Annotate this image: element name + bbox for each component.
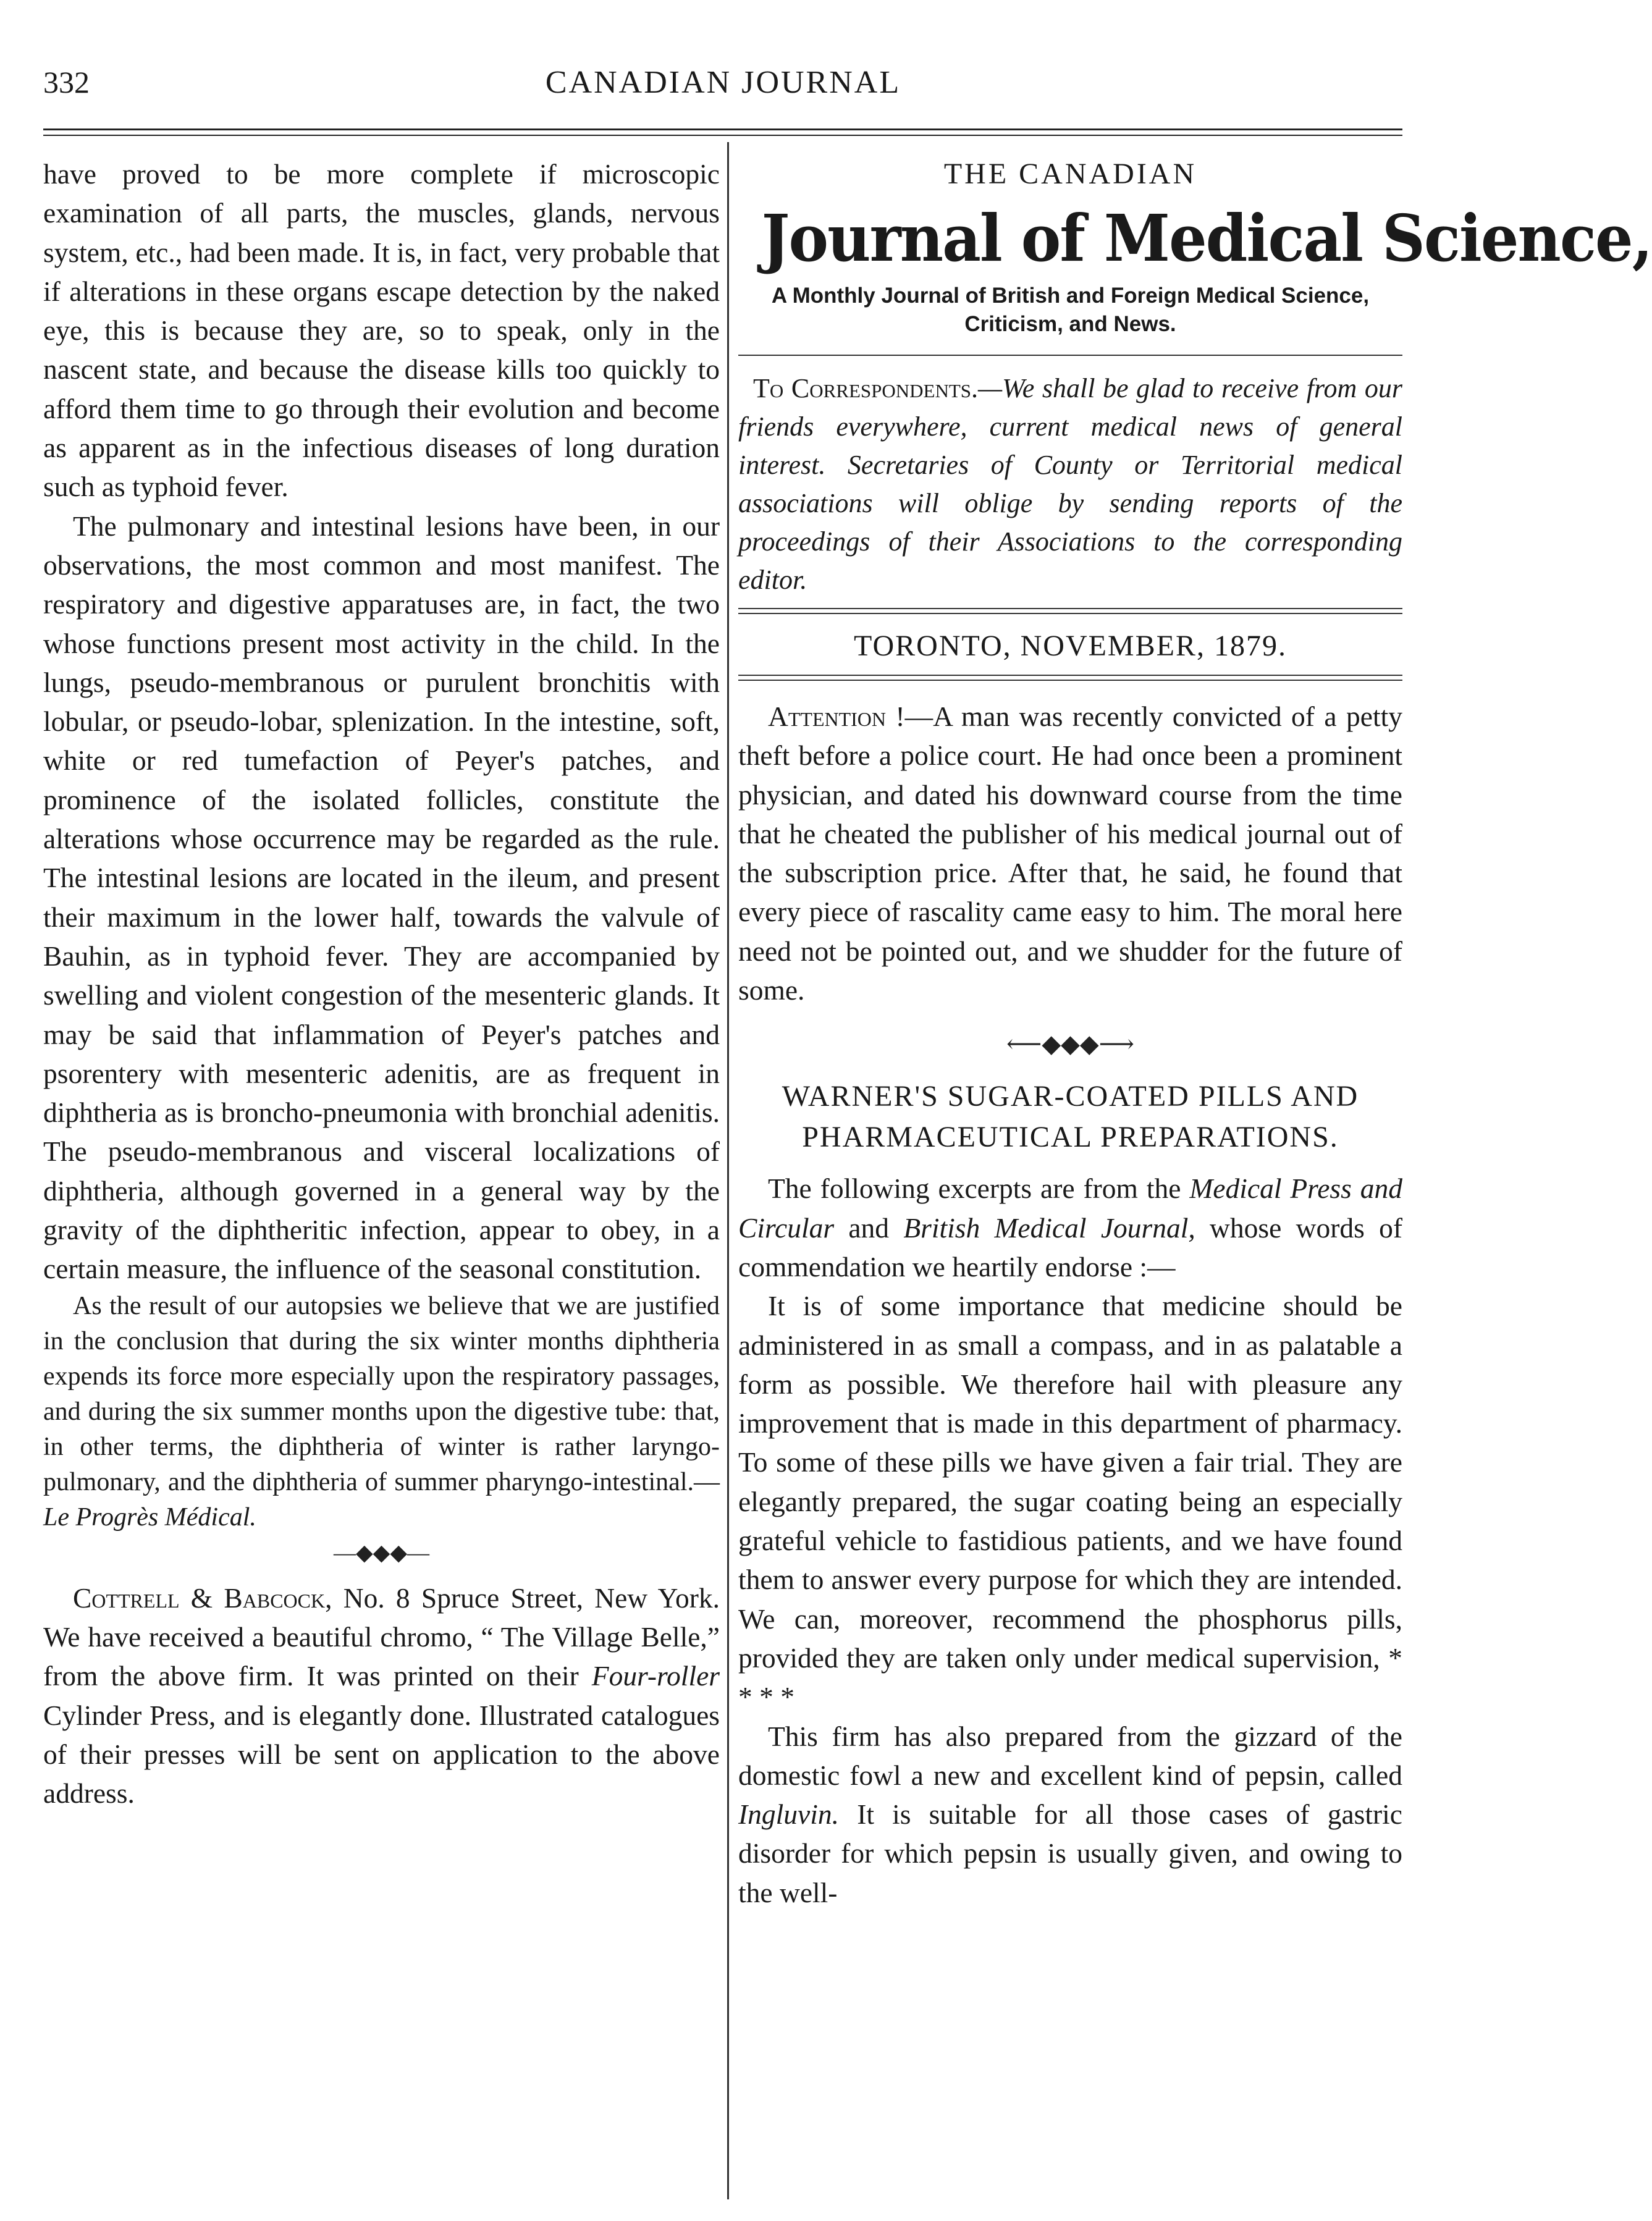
dateline-rule-bottom xyxy=(738,675,1402,681)
warner-paragraph: It is of some importance that medicine should be administered in as small a compass, and in as palatable a form as possible. We therefore hail with pleasure any improvement that is made in this department of pharmacy. To some of these pills we have given a fair trial. They are elegantly prepared, the sugar coating being an especially grateful vehicle to fastidious patients, and we have found them to answer every purpose for which they are intended. We can, moreover, recommend the phosphorus pills, provided they are taken only under medical supervision, * * * * xyxy=(738,1290,1402,1713)
notice-press-name: Four-roller xyxy=(591,1660,720,1692)
notice-firm-name: Cottrell & Babcock, xyxy=(73,1582,332,1614)
warner-text-end: It is suitable for all those cases of gastric disorder for which pepsin is usually given, and owing to the well- xyxy=(738,1798,1402,1908)
masthead-rule xyxy=(738,355,1402,356)
masthead-title: Journal of Medical Science, xyxy=(761,200,1652,276)
masthead-top: THE CANADIAN xyxy=(943,158,1197,190)
article-paragraph: The pulmonary and intestinal lesions have been, in our observations, the most common and most manifest. The respiratory and digestive apparatuses are, in fact, the two whose functions present most activity in the child. In the lungs, pseudo-membranous or purulent bronchitis with lobular, or pseudo-lobar, splenization. In the intestine, soft, white or red tumefaction of Peyer's patches, and prominence of the isolated follicles, constitute the alterations whose occurrence may be regarded as the rule. The intestinal lesions are located in the ileum, and present their maximum in the lower half, towards the valvule of Bauhin, as in typhoid fever. They are accompanied by swelling and violent congestion of the mesenteric glands. It may be said that inflammation of Peyer's patches and psorentery with mesenteric adenitis, are as frequent in diphtheria as is broncho-pneumonia with bronchial adenitis. The pseudo-membranous and visceral localizations of diphtheria, although governed in a general way by the gravity of the diphtheritic infection, appear to obey, in a certain measure, the influence of the seasonal constitution. xyxy=(43,510,720,1285)
running-head xyxy=(0,64,1446,114)
correspondents-notice xyxy=(738,369,1402,599)
header-rule xyxy=(43,129,1402,130)
dateline-rule-top xyxy=(738,608,1402,614)
article-paragraph: have proved to be more complete if microscopic examination of all parts, the muscles, glands, nervous system, etc., had been made. It is, in fact, very probable that if alterations in these organs escape detection by the naked eye, this is because they are, so to speak, only in the nascent state, and because the disease kills too quickly to afford them time to go through their evolution and become as apparent as in the infectious diseases of long duration such as typhoid fever. xyxy=(43,158,720,503)
notice-text-end: Cylinder Press, and is elegantly done. Illustrated catalogues of their presses will be sent on application to the above address. xyxy=(43,1699,720,1810)
page-number: 332 xyxy=(43,65,90,99)
section-title: WARNER'S SUGAR-COATED PILLS AND PHARMACEUTICAL PREPARATIONS. xyxy=(782,1080,1359,1154)
warner-text: This firm has also prepared from the gizzard of the domestic fowl a new and excellent kind of pepsin, called xyxy=(738,1720,1402,1791)
attention-paragraph xyxy=(738,697,1402,1009)
correspondents-label: To Correspondents. xyxy=(753,373,979,403)
dateline: TORONTO, NOVEMBER, 1879. xyxy=(854,630,1287,662)
source-bmj: British Medical Journal, xyxy=(903,1212,1195,1244)
masthead-subtitle: A Monthly Journal of British and Foreign Medical Science, Criticism, and News. xyxy=(771,284,1370,336)
header-rule-secondary xyxy=(43,135,1402,136)
warner-text: The following excerpts are from the xyxy=(768,1173,1190,1205)
attention-label: Attention ! xyxy=(768,701,905,732)
notice-paragraph xyxy=(43,1578,720,1813)
warner-text-end: whose words of commendation we heartily endorse :— xyxy=(738,1212,1402,1283)
source-medical-press: Medical Press and Circular xyxy=(738,1173,1402,1244)
left-column xyxy=(43,154,720,1813)
warner-text-and: and xyxy=(834,1212,904,1244)
ingluvin-name: Ingluvin. xyxy=(738,1798,840,1831)
divider-ornament: —◆◆◆— xyxy=(333,1540,430,1565)
divider-ornament: ⟵◆◆◆⟶ xyxy=(1006,1030,1134,1058)
right-column xyxy=(738,154,1652,1912)
notice-text: No. 8 Spruce Street, New York. We have received a beautiful chromo, “ The Village Belle,” from the above firm. It was printed on their xyxy=(43,1582,720,1692)
warner-paragraph xyxy=(738,1169,1402,1286)
attention-text: —A man was recently convicted of a petty theft before a police court. He had once been a prominent physician, and dated his downward course from the time that he cheated the publisher of his medical journal out of the subscription price. After that, he said, he found that every piece of rascality came easy to him. The moral here need not be pointed out, and we shudder for the future of some. xyxy=(738,701,1402,1006)
correspondents-text: —We shall be glad to receive from our friends everywhere, current medical news of general interest. Secretaries of County or Territorial medical associations will oblige by sending reports of the proceedings of their Associations to the corresponding editor. xyxy=(738,373,1402,595)
warner-paragraph xyxy=(738,1717,1402,1912)
article-conclusion: As the result of our autopsies we believe that we are justified in the conclusion that during the six winter months diphtheria expends its force more especially upon the respiratory passages, and during the six summer months upon the digestive tube: that, in other terms, the diphtheria of winter is rather laryngo-pulmonary, and the diphtheria of summer pharyngo-intestinal.— xyxy=(43,1291,720,1496)
column-divider xyxy=(727,142,729,2199)
article-source: Le Progrès Médical. xyxy=(43,1502,256,1532)
article-paragraph-small xyxy=(43,1289,720,1535)
running-title: CANADIAN JOURNAL xyxy=(545,65,901,100)
